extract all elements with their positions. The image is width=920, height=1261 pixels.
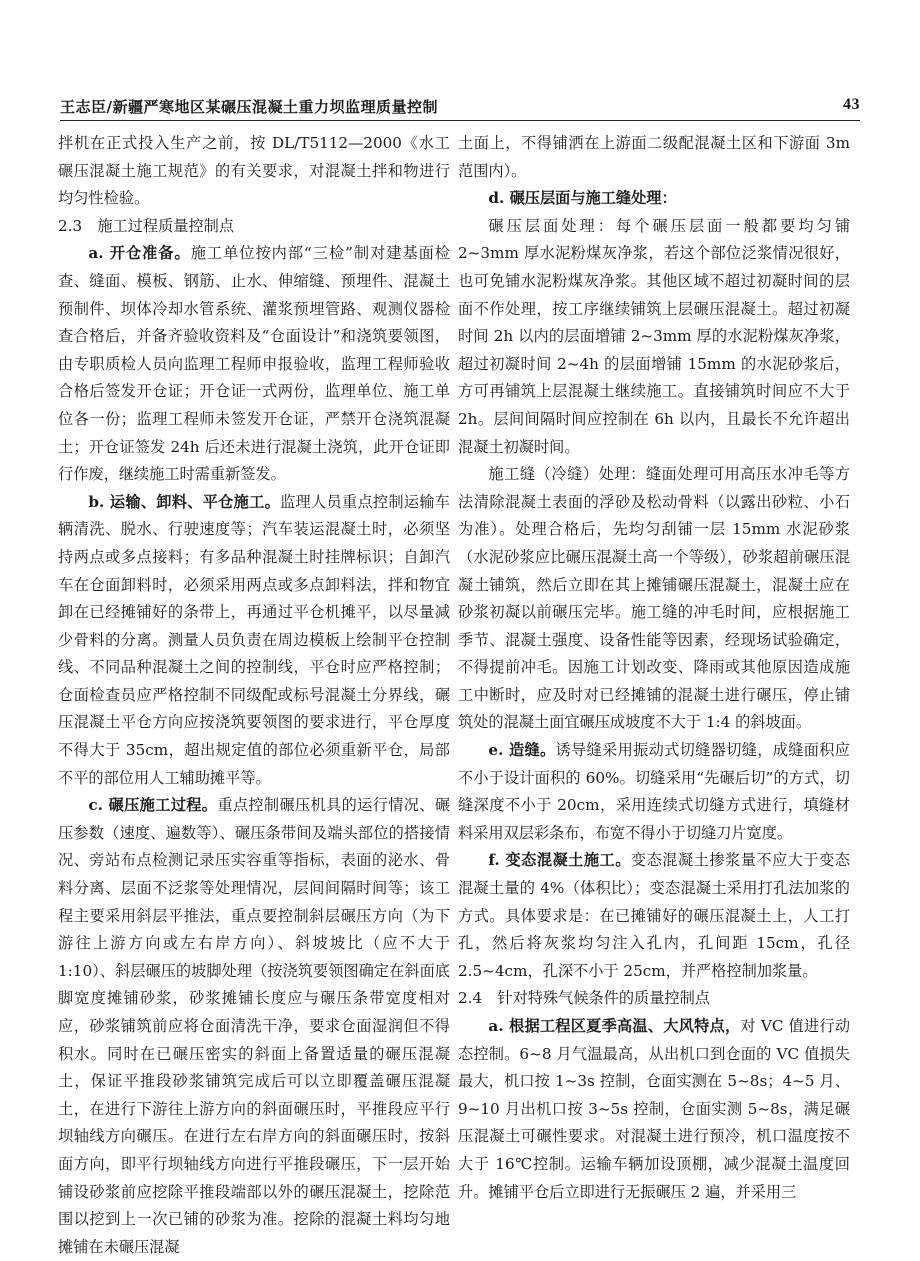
right-column	[458, 130, 850, 1206]
item-c-body: 重点控制碾压机具的运行情况、碾压参数（速度、遍数等）、碾压条带间及端头部位的搭接情况、旁站布点检测记录压实容重等指标，表面的泌水、骨料分离、层面不泛浆等处理情况，层间间隔时间等；该工程主要采用斜层平推法，重点要控制斜层碾压方向（为下游往上游方向或左右岸方向）、斜坡坡比（应不大于 1:10）、斜层碾压的坡脚处理（按浇筑要领图确定在斜面底脚宽度摊铺砂浆，砂浆摊铺长度应与碾压条带宽度相对应，砂浆铺筑前应将仓面清洗干净，要求仓面湿润但不得积水。同时在已碾压密实的斜面上备置适量的碾压混凝土，保证平推段砂浆铺筑完成后可以立即覆盖碾压混凝土，在进行下游往上游方向的斜面碾压时，平推段应平行坝轴线方向碾压。在进行左右岸方向的斜面碾压时，按斜面方向，即平行坝轴线方向进行平推段碾压，下一层开始铺设砂浆前应挖除平推段端部以外的碾压混凝土，挖除范围以挖到上一次已铺的砂浆为准。挖除的混凝土料均匀地摊铺在未碾压混凝	[58, 796, 450, 1256]
item-e-paragraph	[458, 737, 850, 847]
running-head	[60, 94, 860, 120]
item-a2-lead: a. 根据工程区夏季高温、大风特点，	[488, 1017, 741, 1035]
item-f-body: 变态混凝土掺浆量不应大于变态混凝土量的 4%（体积比）；变态混凝土采用打孔法加浆的方式。具体要求是：在已摊铺好的碾压混凝土上，人工打孔，然后将灰浆均匀注入孔内，孔间距 15cm，孔径 2.5~4cm，孔深不小于 25cm，并严格控制加浆量。	[458, 851, 850, 980]
item-f-paragraph	[458, 847, 850, 985]
left-column	[58, 130, 450, 1261]
item-a2-body: 对 VC 值进行动态控制。6~8 月气温最高，从出机口到仓面的 VC 值损失最大，机口按 1~3s 控制，仓面实测在 5~8s；4~5 月、9~10 月出机口按 3~5s 控制，仓面实测 5~8s，满足碾压混凝土可碾性要求。对混凝土进行预冷，机口温度按不大于 16℃控制。运输车辆加设顶棚，减少混凝土温度回升。摊铺平仓后立即进行无振碾压 2 遍，并采用三	[458, 1017, 851, 1201]
item-b-lead: b. 运输、卸料、平仓施工。	[88, 492, 281, 511]
item-a2-paragraph	[458, 1013, 850, 1206]
section-heading-2-4: 2.4 针对特殊气候条件的质量控制点	[458, 989, 710, 1008]
item-c-paragraph	[58, 792, 450, 1261]
section-heading-2-3: 2.3 施工过程质量控制点	[58, 216, 235, 235]
paragraph-continued: 拌机在正式投入生产之前，按 DL/T5112—2000《水工碾压混凝土施工规范》的有关要求，对混凝土拌和物进行均匀性检验。	[58, 134, 450, 208]
item-b-paragraph	[58, 489, 450, 793]
item-c-lead: c. 碾压施工过程。	[88, 796, 218, 815]
item-f-lead: f. 变态混凝土施工。	[488, 851, 631, 870]
item-b-body: 监理人员重点控制运输车辆清洗、脱水、行驶速度等；汽车装运混凝土时，必须坚持两点或多点接料；有多品种混凝土时挂牌标识；自卸汽车在仓面卸料时，必须采用两点或多点卸料法，拌和物宜卸在已经摊铺好的条带上，再通过平仓机摊平，以尽量减少骨料的分离。测量人员负责在周边模板上绘制平仓控制线、不同品种混凝土之间的控制线，平仓时应严格控制；仓面检查员应严格控制不同级配或标号混凝土分界线，碾压混凝土平仓方向应按浇筑要领图的要求进行，平仓厚度不得大于 35cm，超出规定值的部位必须重新平仓，局部不平的部位用人工辅助摊平等。	[58, 492, 450, 787]
item-a-lead: a. 开仓准备。	[88, 244, 191, 263]
header-rule	[60, 120, 860, 121]
item-e-body: 诱导缝采用振动式切缝器切缝，成缝面积应不小于设计面积的 60%。切缝采用“先碾后切”的方式，切缝深度不小于 20cm，采用连续式切缝方式进行，填缝材料采用双层彩条布，布宽不得小于切缝刀片宽度。	[458, 741, 850, 842]
item-a-body: 施工单位按内部“三检”制对建基面检查、缝面、模板、钢筋、止水、伸缩缝、预埋件、混凝土预制件、坝体冷却水管系统、灌浆预埋管路、观测仪器检查合格后，并备齐验收资料及“仓面设计”和浇筑要领图，由专职质检人员向监理工程师申报验收，监理工程师验收合格后签发开仓证；开仓证一式两份，监理单位、施工单位各一份；监理工程师未签发开仓证，严禁开仓浇筑混凝土；开仓证签发 24h 后还未进行混凝土浇筑，此开仓证即行作废，继续施工时需重新签发。	[58, 244, 450, 484]
item-e-lead: e. 造缝。	[488, 741, 556, 760]
paragraph-continued-right: 土面上，不得铺洒在上游面二级配混凝土区和下游面 3m 范围内）。	[458, 134, 850, 180]
running-title: 王志臣/新疆严寒地区某碾压混凝土重力坝监理质量控制	[60, 98, 438, 116]
item-d-paragraph-1: 碾压层面处理：每个碾压层面一般都要均匀铺 2~3mm 厚水泥粉煤灰净浆，若这个部位泛浆情况很好，也可免铺水泥粉煤灰净浆。其他区域不超过初凝时间的层面不作处理，按工序继续铺筑上层碾压混凝土。超过初凝时间 2h 以内的层面增铺 2~3mm 厚的水泥粉煤灰净浆，超过初凝时间 2~4h 的层面增铺 15mm 的水泥砂浆后，方可再铺筑上层混凝土继续施工。直接铺筑时间应不大于 2h。层间间隔时间应控制在 6h 以内，且最长不允许超出混凝土初凝时间。	[458, 216, 850, 456]
item-a-paragraph	[58, 240, 450, 488]
item-d-paragraph-2: 施工缝（冷缝）处理：缝面处理可用高压水冲毛等方法清除混凝土表面的浮砂及松动骨料（以露出砂粒、小石为准）。处理合格后，先均匀刮铺一层 15mm 水泥砂浆（水泥砂浆应比碾压混凝土高一个等级），砂浆超前碾压混凝土铺筑，然后立即在其上摊铺碾压混凝土，混凝土应在砂浆初凝以前碾压完毕。施工缝的冲毛时间，应根据施工季节、混凝土强度、设备性能等因素，经现场试验确定，不得提前冲毛。因施工计划改变、降雨或其他原因造成施工中断时，应及时对已经摊铺的混凝土进行碾压，停止铺筑处的混凝土面宜碾压成坡度不大于 1:4 的斜坡面。	[458, 465, 850, 732]
page-number: 43	[843, 96, 860, 113]
item-d-heading: d. 碾压层面与施工缝处理：	[488, 189, 677, 208]
